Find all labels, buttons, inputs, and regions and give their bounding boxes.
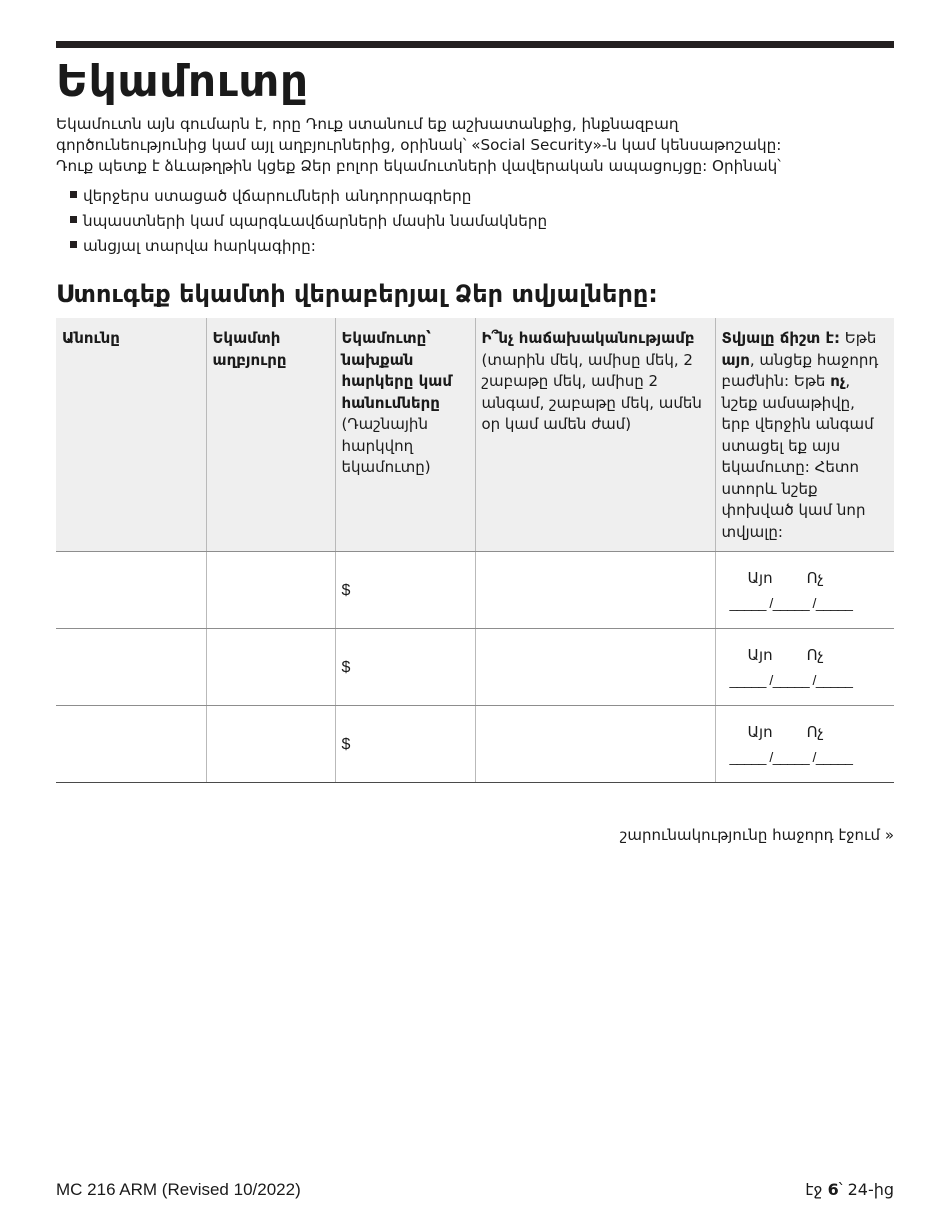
bullet-square-icon [70, 191, 77, 198]
name-cell[interactable] [56, 706, 206, 783]
date-field[interactable]: _____ /_____ /_____ [729, 749, 853, 765]
dollar-sign: $ [341, 736, 351, 753]
date-field[interactable]: _____ /_____ /_____ [729, 672, 853, 688]
bullet-square-icon [70, 216, 77, 223]
header-amount: Եկամուտը՝ նախքան հարկերը կամ հանումները (Դաշնային հարկվող եկամուտը) [335, 318, 475, 552]
dollar-sign: $ [341, 582, 351, 599]
no-option[interactable]: Ոչ [806, 646, 824, 664]
proof-examples-list [70, 184, 547, 259]
yes-option[interactable]: Այո [747, 569, 773, 587]
yes-option[interactable]: Այո [747, 723, 773, 741]
date-field[interactable]: _____ /_____ /_____ [729, 595, 853, 611]
income-table [56, 318, 894, 783]
no-option[interactable]: Ոչ [806, 569, 824, 587]
name-cell[interactable] [56, 552, 206, 629]
intro-line-3: Դուք պետք է ձևաթղթին կցեք Ձեր բոլոր եկամուտների վավերական ապացույցը: Օրինակ՝ [56, 157, 781, 175]
header-correct: Տվյալը ճիշտ է: Եթե այո, անցեք հաջորդ բաժնին: Եթե ոչ, նշեք ամսաթիվը, երբ վերջին անգամ ստացել եք այս եկամուտը: Հետո ստորև նշեք փոխված կամ նոր տվյալը: [715, 318, 894, 552]
frequency-cell[interactable] [475, 706, 715, 783]
page-indicator: էջ 6՝ 24-ից [805, 1180, 894, 1199]
correct-cell [715, 706, 894, 783]
intro-line-2: գործունեությունից կամ այլ աղբյուրներից, օրինակ՝ «Social Security»-ն կամ կենսաթոշակը: [56, 136, 782, 154]
list-item: նպաստների կամ պարգևավճարների մասին նամակները [70, 209, 547, 234]
frequency-cell[interactable] [475, 552, 715, 629]
correct-cell [715, 552, 894, 629]
list-item: վերջերս ստացած վճարումների անդորրագրերը [70, 184, 547, 209]
intro-line-1: Եկամուտն այն գումարն է, որը Դուք ստանում եք աշխատանքից, ինքնազբաղ [56, 115, 679, 133]
table-row [56, 629, 894, 706]
header-source: Եկամտի աղբյուրը [206, 318, 335, 552]
yes-option[interactable]: Այո [747, 646, 773, 664]
frequency-cell[interactable] [475, 629, 715, 706]
source-cell[interactable] [206, 629, 335, 706]
correct-cell [715, 629, 894, 706]
form-id: MC 216 ARM (Revised 10/2022) [56, 1180, 301, 1199]
header-name: Անունը [56, 318, 206, 552]
page-title: Եկամուտը [56, 56, 309, 107]
amount-cell[interactable] [335, 629, 475, 706]
bullet-square-icon [70, 241, 77, 248]
table-row [56, 706, 894, 783]
intro-paragraph [56, 114, 896, 177]
no-option[interactable]: Ոչ [806, 723, 824, 741]
dollar-sign: $ [341, 659, 351, 676]
page-number: 6 [827, 1180, 839, 1199]
header-frequency: Ի՞նչ հաճախականությամբ (տարին մեկ, ամիսը մեկ, 2 շաբաթը մեկ, ամիսը 2 անգամ, շաբաթը մեկ, ամեն օր կամ ամեն ժամ) [475, 318, 715, 552]
list-item: անցյալ տարվա հարկագիրը: [70, 234, 547, 259]
name-cell[interactable] [56, 629, 206, 706]
section-heading: Ստուգեք եկամտի վերաբերյալ Ձեր տվյալները: [56, 280, 658, 308]
amount-cell[interactable] [335, 552, 475, 629]
table-row [56, 552, 894, 629]
source-cell[interactable] [206, 552, 335, 629]
continued-note: շարունակությունը հաջորդ էջում » [619, 826, 894, 844]
top-rule [56, 41, 894, 48]
source-cell[interactable] [206, 706, 335, 783]
table-header-row [56, 318, 894, 552]
amount-cell[interactable] [335, 706, 475, 783]
